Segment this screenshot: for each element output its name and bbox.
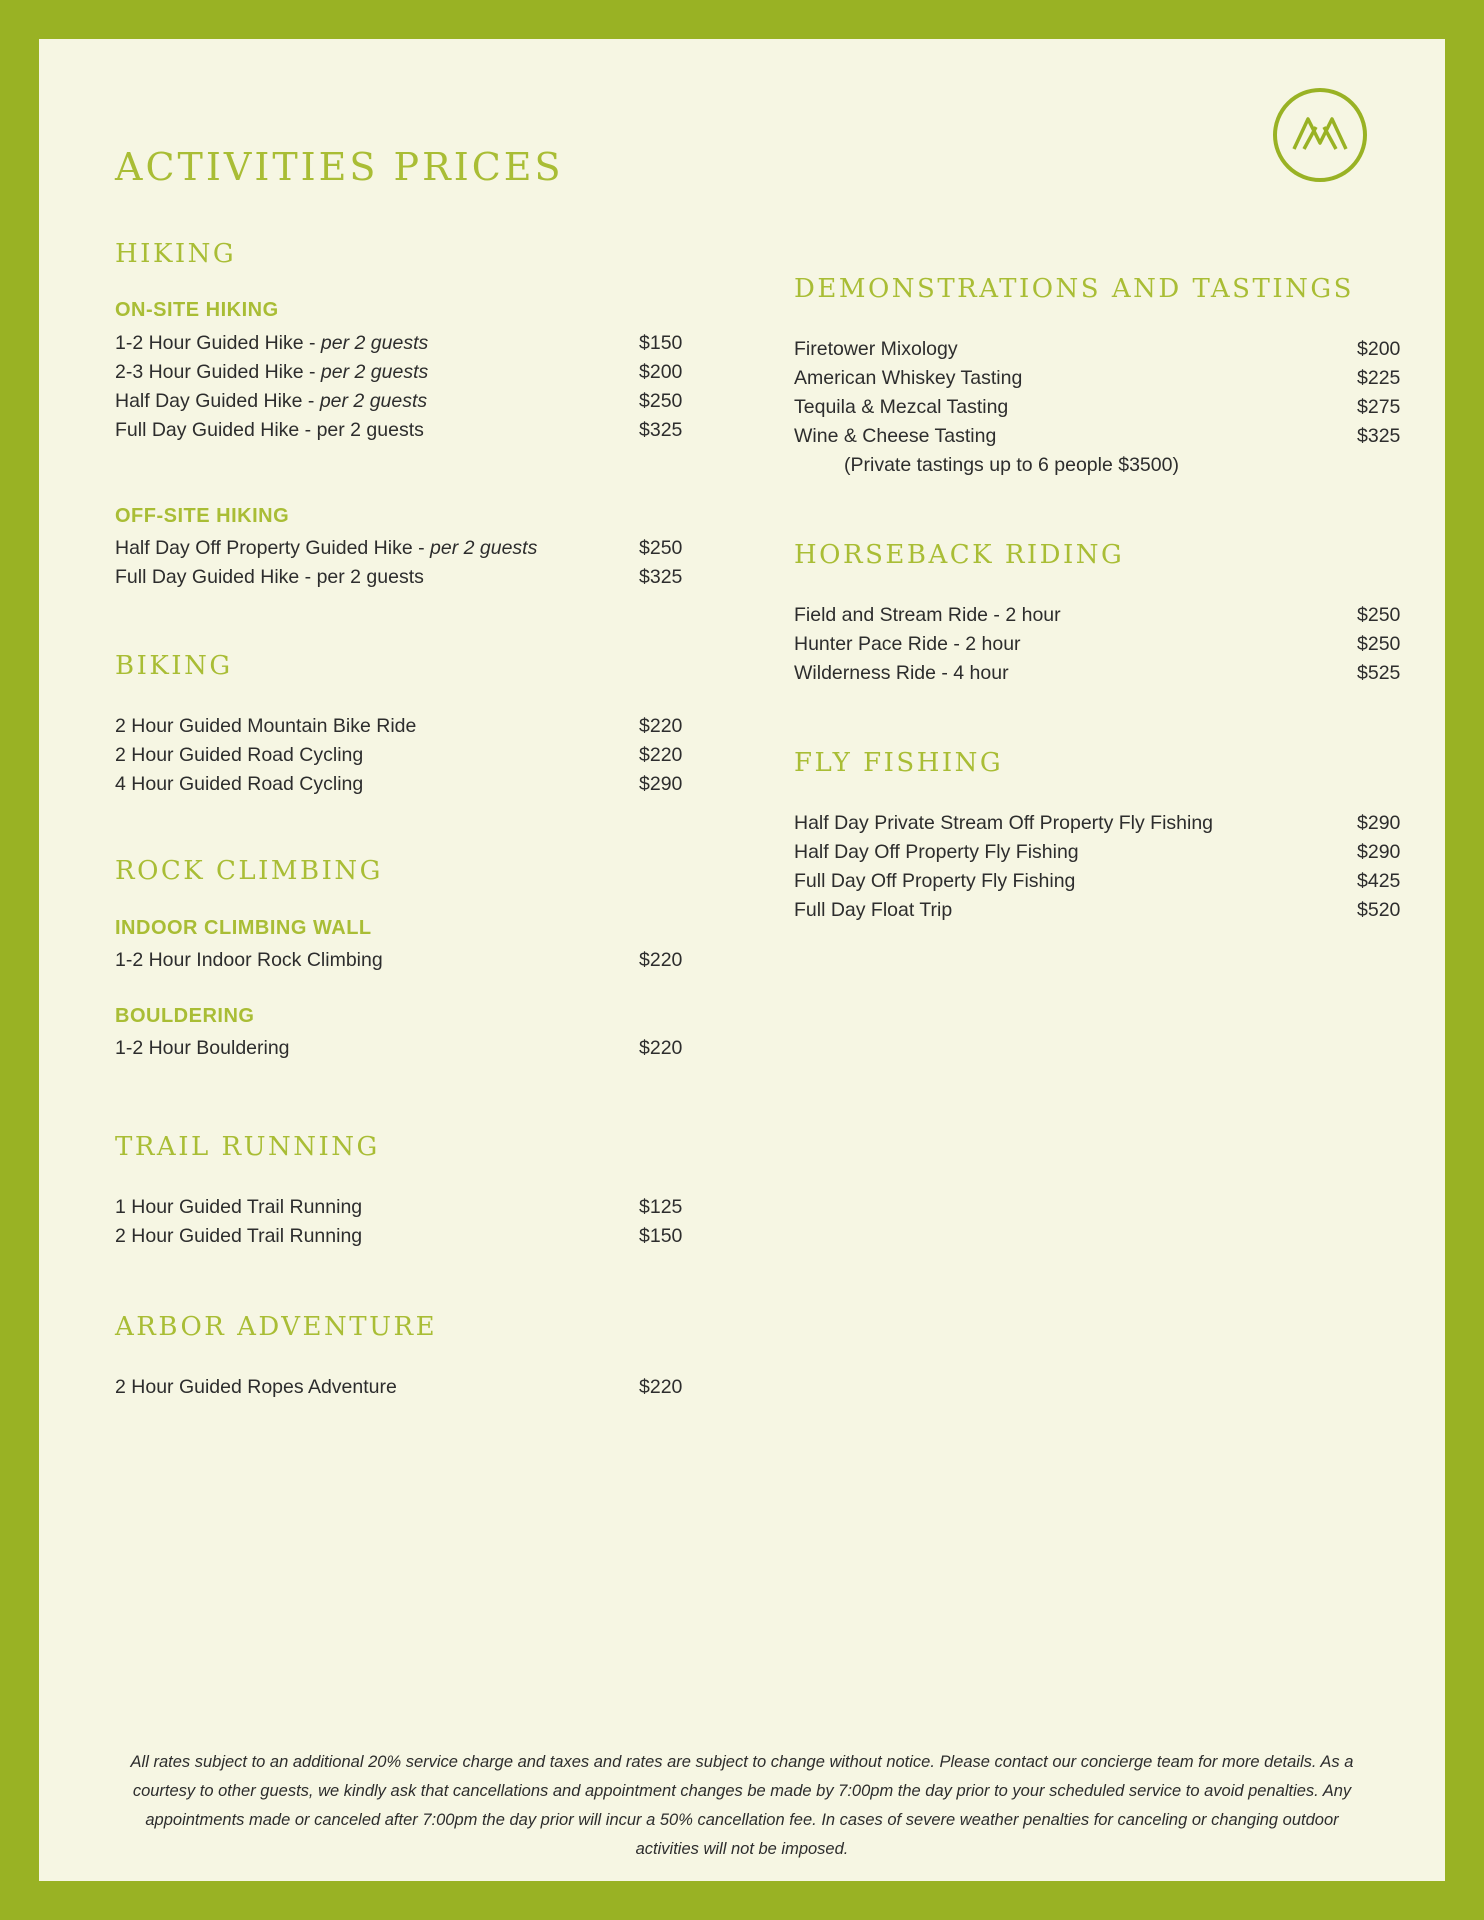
item-name: 1-2 Hour Guided Hike - per 2 guests: [115, 332, 429, 354]
price-sheet: [39, 39, 1445, 1881]
item-price: $290: [1357, 812, 1401, 834]
price-row: [115, 534, 725, 563]
price-row: [115, 1222, 725, 1251]
item-name: Firetower Mixology: [794, 338, 958, 360]
item-name: Full Day Off Property Fly Fishing: [794, 870, 1076, 892]
section-title-trail-running: TRAIL RUNNING: [115, 1132, 380, 1162]
section-title-hiking: HIKING: [115, 239, 237, 269]
item-price: $220: [639, 715, 683, 737]
item-price: $290: [1357, 841, 1401, 863]
price-row: [115, 1034, 725, 1063]
item-price: $525: [1357, 662, 1401, 684]
item-name: 2 Hour Guided Trail Running: [115, 1225, 363, 1247]
subsection-title-onsite-hiking: ON-SITE HIKING: [115, 299, 279, 321]
item-name: 2-3 Hour Guided Hike - per 2 guests: [115, 361, 429, 383]
item-price: $275: [1357, 396, 1401, 418]
item-name: American Whiskey Tasting: [794, 367, 1023, 389]
private-tasting-note: (Private tastings up to 6 people $3500): [844, 454, 1179, 476]
item-price: $150: [639, 332, 683, 354]
item-price: $250: [1357, 633, 1401, 655]
item-price: $220: [639, 1376, 683, 1398]
price-row: [794, 601, 1401, 630]
section-title-arbor-adventure: ARBOR ADVENTURE: [115, 1312, 438, 1342]
footer-disclaimer: All rates subject to an additional 20% service charge and taxes and rates are subject to change without notice. Please contact our concierge team for more details. As a courtesy to other guests, we kindly ask that cancellations and appointment changes be made by 7:00pm the day prior to your scheduled service to avoid penalties. Any appointments made or canceled after 7:00pm the day prior will incur a 50% cancellation fee. In cases of severe weather penalties for canceling or changing outdoor activities will not be imposed.: [130, 1753, 1354, 1858]
item-name: 4 Hour Guided Road Cycling: [115, 773, 364, 795]
price-row: [794, 335, 1401, 364]
item-name: Half Day Private Stream Off Property Fly Fishing: [794, 812, 1214, 834]
section-title-demonstrations: DEMONSTRATIONS AND TASTINGS: [794, 274, 1354, 304]
item-name: 2 Hour Guided Ropes Adventure: [115, 1376, 397, 1398]
item-price: $220: [639, 1037, 683, 1059]
price-row: [794, 867, 1401, 896]
price-row: [115, 741, 725, 770]
item-price: $520: [1357, 899, 1401, 921]
item-price: $150: [639, 1225, 683, 1247]
item-price: $250: [639, 537, 683, 559]
mountain-monogram-icon: [1270, 85, 1370, 185]
item-price: $250: [1357, 604, 1401, 626]
price-row: [115, 358, 725, 387]
item-name: Wine & Cheese Tasting: [794, 425, 997, 447]
item-name: Full Day Float Trip: [794, 899, 953, 921]
price-row: [794, 659, 1401, 688]
item-price: $200: [639, 361, 683, 383]
item-name: Half Day Off Property Guided Hike - per 2 guests: [115, 537, 538, 559]
price-row: [794, 896, 1401, 925]
price-row: [115, 712, 725, 741]
price-row: [115, 387, 725, 416]
page-title: ACTIVITIES PRICES: [115, 145, 564, 189]
price-row: [794, 393, 1401, 422]
item-price: $425: [1357, 870, 1401, 892]
item-price: $200: [1357, 338, 1401, 360]
section-title-horseback-riding: HORSEBACK RIDING: [794, 540, 1125, 570]
price-row: [115, 1373, 725, 1402]
item-price: $225: [1357, 367, 1401, 389]
item-name: Hunter Pace Ride - 2 hour: [794, 633, 1021, 655]
item-name: Wilderness Ride - 4 hour: [794, 662, 1009, 684]
price-row: [115, 329, 725, 358]
section-title-fly-fishing: FLY FISHING: [794, 748, 1004, 778]
price-row: [794, 809, 1401, 838]
price-row: [115, 563, 725, 592]
item-name: Field and Stream Ride - 2 hour: [794, 604, 1061, 626]
item-name: 1 Hour Guided Trail Running: [115, 1196, 363, 1218]
subsection-title-offsite-hiking: OFF-SITE HIKING: [115, 505, 290, 527]
price-row: [794, 364, 1401, 393]
item-name: 2 Hour Guided Road Cycling: [115, 744, 364, 766]
item-price: $325: [639, 566, 683, 588]
price-row: [794, 422, 1401, 451]
section-title-biking: BIKING: [115, 651, 233, 681]
item-name: Half Day Guided Hike - per 2 guests: [115, 390, 428, 412]
subsection-title-bouldering: BOULDERING: [115, 1005, 255, 1027]
price-row: [115, 770, 725, 799]
item-price: $325: [1357, 425, 1401, 447]
item-price: $125: [639, 1196, 683, 1218]
price-row: [115, 946, 725, 975]
item-price: $250: [639, 390, 683, 412]
item-name: Full Day Guided Hike - per 2 guests: [115, 419, 424, 441]
item-price: $325: [639, 419, 683, 441]
price-row: [794, 838, 1401, 867]
item-price: $290: [639, 773, 683, 795]
section-title-rock-climbing: ROCK CLIMBING: [115, 856, 383, 886]
price-row: [115, 1193, 725, 1222]
item-name: Tequila & Mezcal Tasting: [794, 396, 1009, 418]
item-name: Full Day Guided Hike - per 2 guests: [115, 566, 424, 588]
subsection-title-indoor-climbing: INDOOR CLIMBING WALL: [115, 917, 372, 939]
item-name: 1-2 Hour Indoor Rock Climbing: [115, 949, 383, 971]
item-name: 1-2 Hour Bouldering: [115, 1037, 290, 1059]
price-row: [794, 630, 1401, 659]
item-price: $220: [639, 744, 683, 766]
price-row: [115, 416, 725, 445]
item-price: $220: [639, 949, 683, 971]
item-name: 2 Hour Guided Mountain Bike Ride: [115, 715, 417, 737]
item-name: Half Day Off Property Fly Fishing: [794, 841, 1079, 863]
